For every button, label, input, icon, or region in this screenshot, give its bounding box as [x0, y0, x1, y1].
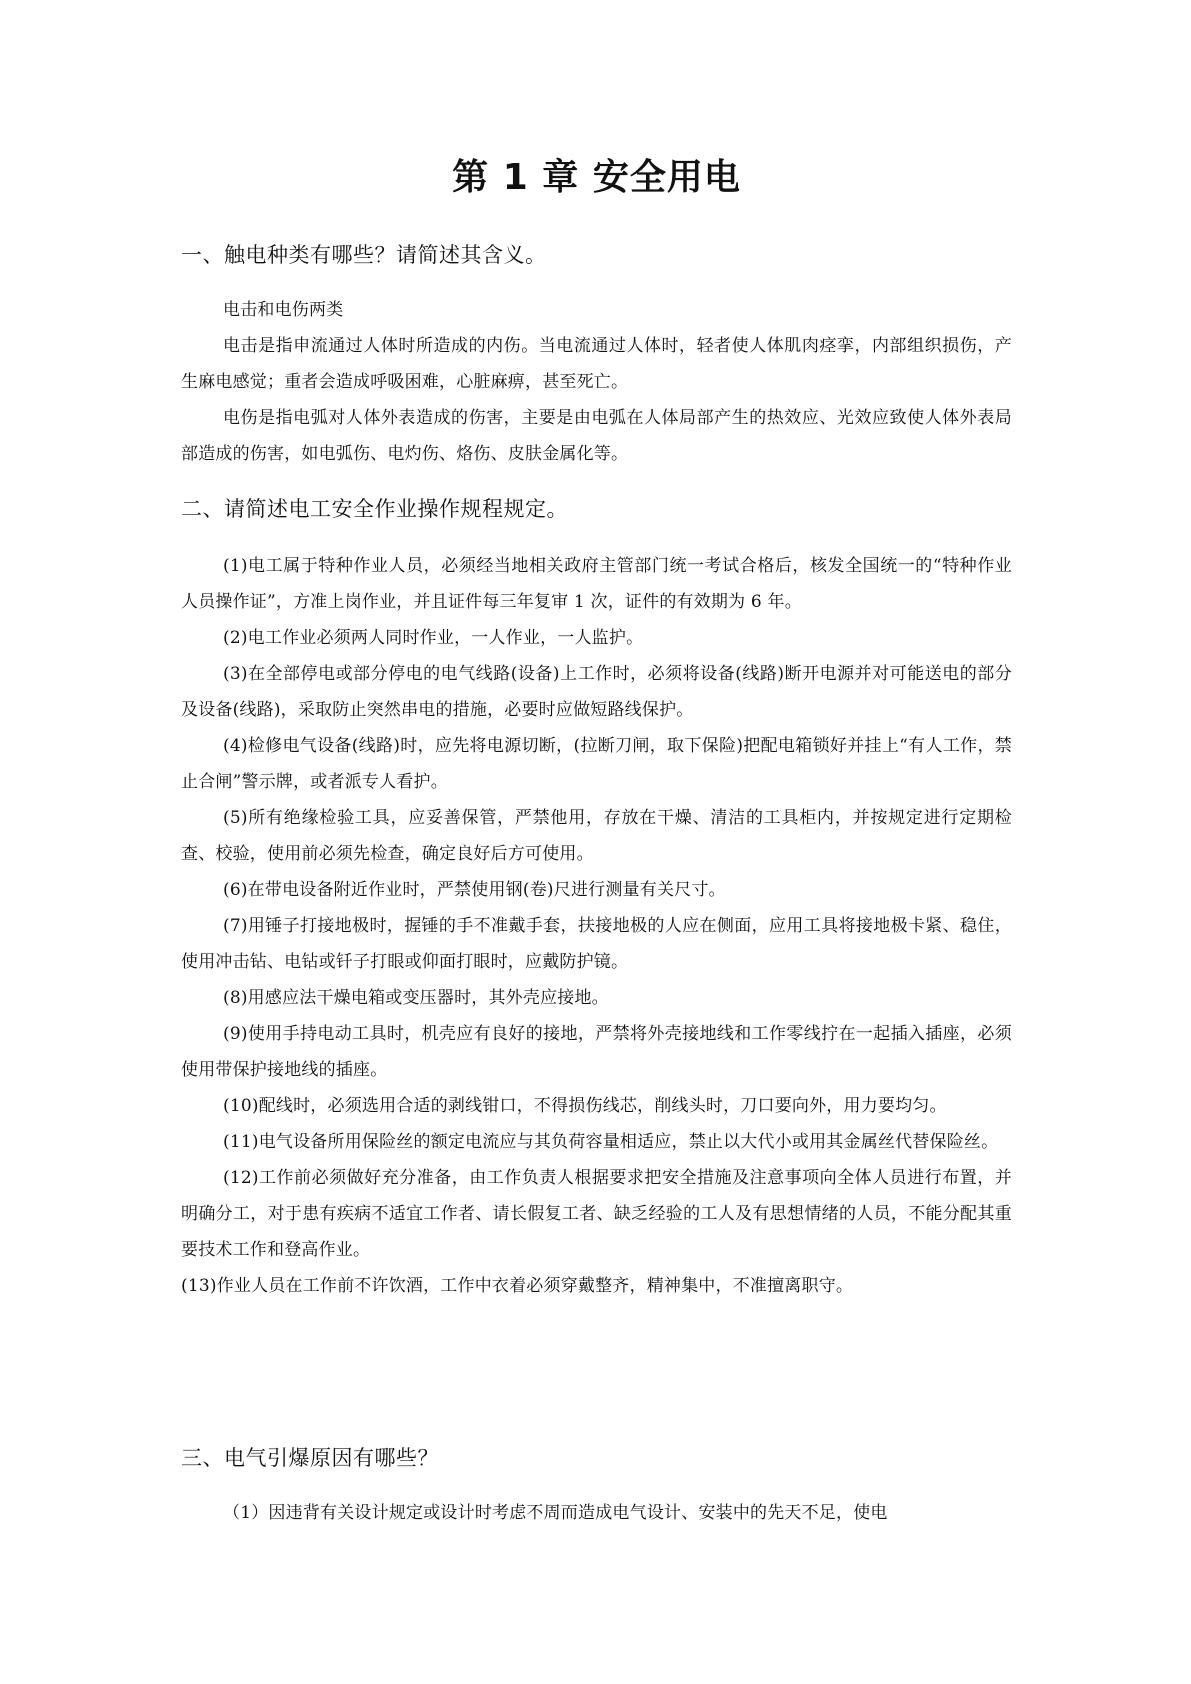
paragraph: (5)所有绝缘检验工具，应妥善保管，严禁他用，存放在干燥、清洁的工具柜内，并按规定进行定期检查、校验，使用前必须先检查，确定良好后方可使用。 — [181, 808, 1012, 864]
paragraph: (2)电工作业必须两人同时作业，一人作业，一人监护。 — [223, 628, 644, 648]
section-3 — [181, 1441, 1012, 1531]
section-2 — [181, 492, 1012, 1304]
paragraph: (7)用锤子打接地极时，握锤的手不准戴手套，扶接地极的人应在侧面，应用工具将接地极卡紧、稳住，使用冲击钻、电钻或钎子打眼或仰面打眼时，应戴防护镜。 — [181, 916, 1012, 972]
chapter-title: 第 1 章 安全用电 — [452, 157, 741, 198]
paragraph: （1）因违背有关设计规定或设计时考虑不周而造成电气设计、安装中的先天不足，使电 — [223, 1503, 888, 1523]
section-heading: 二、请简述电工安全作业操作规程规定。 — [181, 497, 568, 521]
paragraph: 电击是指申流通过人体时所造成的内伤。当电流通过人体时，轻者使人体肌肉痉挛，内部组织损伤，产生麻电感觉；重者会造成呼吸困难，心脏麻痹，甚至死亡。 — [181, 336, 1012, 392]
section-heading: 一、触电种类有哪些？请简述其含义。 — [181, 243, 547, 267]
paragraph: (4)检修电气设备(线路)时，应先将电源切断，(拉断刀闸，取下保险)把配电箱锁好并挂上“有人工作，禁止合闸”警示牌，或者派专人看护。 — [181, 736, 1012, 792]
paragraph: (1)电工属于特种作业人员，必须经当地相关政府主管部门统一考试合格后，核发全国统一的“特种作业人员操作证”，方准上岗作业，并且证件每三年复审 1 次，证件的有效期为 6 年。 — [181, 556, 1012, 612]
paragraph: (11)电气设备所用保险丝的额定电流应与其负荷容量相适应，禁止以大代小或用其金属丝代替保险丝。 — [223, 1132, 999, 1152]
section-heading: 三、电气引爆原因有哪些？ — [181, 1446, 439, 1470]
paragraph: (9)使用手持电动工具时，机壳应有良好的接地，严禁将外壳接地线和工作零线拧在一起插入插座，必须使用带保护接地线的插座。 — [181, 1024, 1012, 1080]
paragraph: (8)用感应法干燥电箱或变压器时，其外壳应接地。 — [223, 988, 609, 1008]
paragraph: (12)工作前必须做好充分准备，由工作负责人根据要求把安全措施及注意事项向全体人员进行布置，并明确分工，对于患有疾病不适宜工作者、请长假复工者、缺乏经验的工人及有思想情绪的人员，不能分配其重要技术工作和登高作业。 — [181, 1168, 1012, 1260]
section-body — [181, 292, 1012, 472]
section-body — [181, 1495, 1012, 1531]
section-body — [181, 548, 1012, 1304]
paragraph: (6)在带电设备附近作业时，严禁使用钢(卷)尺进行测量有关尺寸。 — [223, 880, 726, 900]
paragraph: 电击和电伤两类 — [223, 300, 344, 320]
paragraph: (10)配线时，必须选用合适的剥线钳口，不得损伤线芯，削线头时，刀口要向外，用力要均匀。 — [223, 1096, 947, 1116]
paragraph: (3)在全部停电或部分停电的电气线路(设备)上工作时，必须将设备(线路)断开电源并对可能送电的部分及设备(线路)，采取防止突然串电的措施，必要时应做短路线保护。 — [181, 664, 1012, 720]
paragraph: (13)作业人员在工作前不许饮酒，工作中衣着必须穿戴整齐，精神集中，不准擅离职守。 — [181, 1276, 854, 1296]
section-1 — [181, 238, 1012, 472]
paragraph: 电伤是指电弧对人体外表造成的伤害，主要是由电弧在人体局部产生的热效应、光效应致使人体外表局部造成的伤害，如电弧伤、电灼伤、烙伤、皮肤金属化等。 — [181, 408, 1012, 464]
document-page — [181, 0, 1012, 1684]
